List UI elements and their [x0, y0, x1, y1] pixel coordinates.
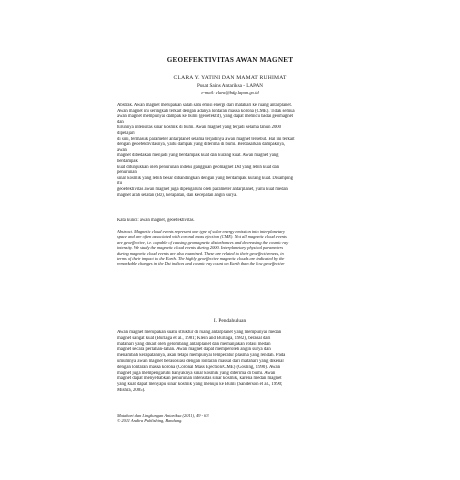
paper-authors: CLARA Y. YATINI DAN MAMAT RUHIMAT: [173, 75, 287, 81]
paper-title: GEOEFEKTIVITAS AWAN MAGNET: [166, 56, 294, 64]
abstract-english: [117, 229, 362, 267]
abstract-en-line: during magnetic cloud events are also examined. These are related to their geoeffectiveness, in: [117, 250, 284, 256]
abstract-en-line: space and are often associated with coronal mass ejection (CME). Not all magnetic cloud events: [117, 234, 287, 240]
abstract-id-line: dan: [117, 119, 124, 125]
abstract-id-line: magnet arah selatan (Bz), kerapatan, dan kecepatan angin surya.: [117, 192, 238, 198]
journal-citation: Matahari dan Lingkungan Antariksa (2011), 49 - 63: [117, 413, 209, 418]
intro-line: Mishra, 2005).: [117, 387, 146, 393]
keywords: [117, 218, 362, 224]
intro-line: magnet dapat menyebabkan penurunan intensitas sinar kosmik, karena medan magnet: [117, 376, 282, 382]
abstract-id-line: turunnya intensitas sinar kosmik di bumi. Awan magnet yang terjadi selama tahun 2000: [117, 125, 281, 131]
abstract-en-line: intensity. We study the magnetic cloud events during 2000. Interplanetary physical parameters: [117, 245, 284, 251]
abstract-id-line: dipelajari: [117, 130, 135, 136]
abstract-indonesian: [117, 103, 362, 198]
abstract-en-line: remarkable changes in the Dst indices and cosmic ray count on Earth than the low geoeffective: [117, 261, 285, 267]
intro-line: magnet secara perlahan-lahan. Awan magnet dapat memperoleh angin surya dan: [117, 347, 271, 353]
abstract-id-line: kuat ditunjukkan oleh penurunan indeks gangguan geomagnet Dst yang lebih kuat dan: [117, 164, 280, 170]
intro-line: matahari yang dikait oleh gelombang antarplanet dan memanjakan rotasi medan: [117, 341, 271, 347]
intro-line: magnet sangat kuat (Burlaga et al., 1981; Klein and Burlaga, 1982), berasal dari: [117, 335, 271, 341]
intro-line: Awan magnet merupakan suatu struktur di ruang antarplanet yang mempunyai medan: [117, 330, 282, 335]
abstract-id-line: di sini, termasuk parameter antarplanet selama terjadinya awan magnet tersebut. Hal ini terkait: [117, 136, 295, 142]
abstract-id-line: penurunan: [117, 170, 137, 176]
abstract-id-line: awan magnet mempunyai dampak ke bumi (geoefektif), yang dapat memicu badai geomagnet: [117, 114, 293, 120]
keywords-line: Kata kunci: awan magnet, geoefektivitas.: [117, 218, 195, 223]
intro-line: magnet juga mempengaruhi banyaknya sinar kosmik yang diterima di bumi. Awan: [117, 370, 276, 376]
abstract-en-line: Abstract. Magnetic cloud events represent one type of solar energy emission into interplanetary: [117, 229, 285, 234]
section-heading: I. Pendahuluan: [213, 318, 247, 324]
abstract-id-line: magnet dibedakan menjadi yang berdampak kuat dan kurang kuat. Awan magnet yang: [117, 153, 279, 159]
paper-email: e-mail: clara@bdg.lapan.go.id: [201, 90, 259, 95]
intro-line: menambah kerapatannya, akan tetapi mempunyai temperatur plasma yang rendah. Pada: [117, 353, 286, 359]
abstract-id-line: awan: [117, 147, 127, 153]
intro-line: dengan lontaran massa korona (Coronal Mass Ejection/CME) (Gosling, 1990). Awan: [117, 364, 281, 370]
abstract-id-line: sinar kosmik yang lebih besar dibandingkan dengan yang berdampak kurang kuat. Disamping: [117, 175, 293, 181]
abstract-en-line: are geoeffective, i.e. capable of causing geomagnetic disturbances and decreasing the cosmic ray: [117, 239, 289, 245]
intro-line: umumnya awan magnet berasosiasi dengan lontaran massal dari matahari yang dikenal: [117, 358, 284, 364]
paper-affiliation: Pusat Sains Antariksa - LAPAN: [196, 83, 264, 89]
abstract-en-line: terms of their impact to the Earth. The highly geoeffective magnetic clouds are indicated by the: [117, 256, 285, 262]
abstract-id-line: berdampak: [117, 158, 138, 164]
introduction-paragraph: [117, 330, 362, 394]
intro-line: yang kuat dapat menyapu sinar kosmik yang menuju ke Bumi (Sanderson et al., 1990;: [117, 382, 283, 388]
abstract-id-line: itu: [117, 181, 122, 187]
abstract-id-line: geoefektivitas awan magnet juga dipengaruhi oleh parameter antarplanet, yaitu kuat medan: [117, 186, 288, 192]
abstract-id-line: Awan magnet ini seringkah terkait dengan adanya lontaran massa korona (CME). Tidak semua: [117, 108, 295, 114]
journal-footer: [117, 413, 362, 424]
copyright-line: © 2011 Andira Publishing, Bandung.: [117, 418, 183, 424]
abstract-id-line: Abstrak. Awan magnet merupakan salah satu emisi energi dari matahari ke ruang antarplanet.: [117, 103, 292, 108]
abstract-id-line: dengan geoefektivitasnya, yaitu dampak yang diterima di bumi. Berdasarkan dampaknya,: [117, 142, 285, 148]
